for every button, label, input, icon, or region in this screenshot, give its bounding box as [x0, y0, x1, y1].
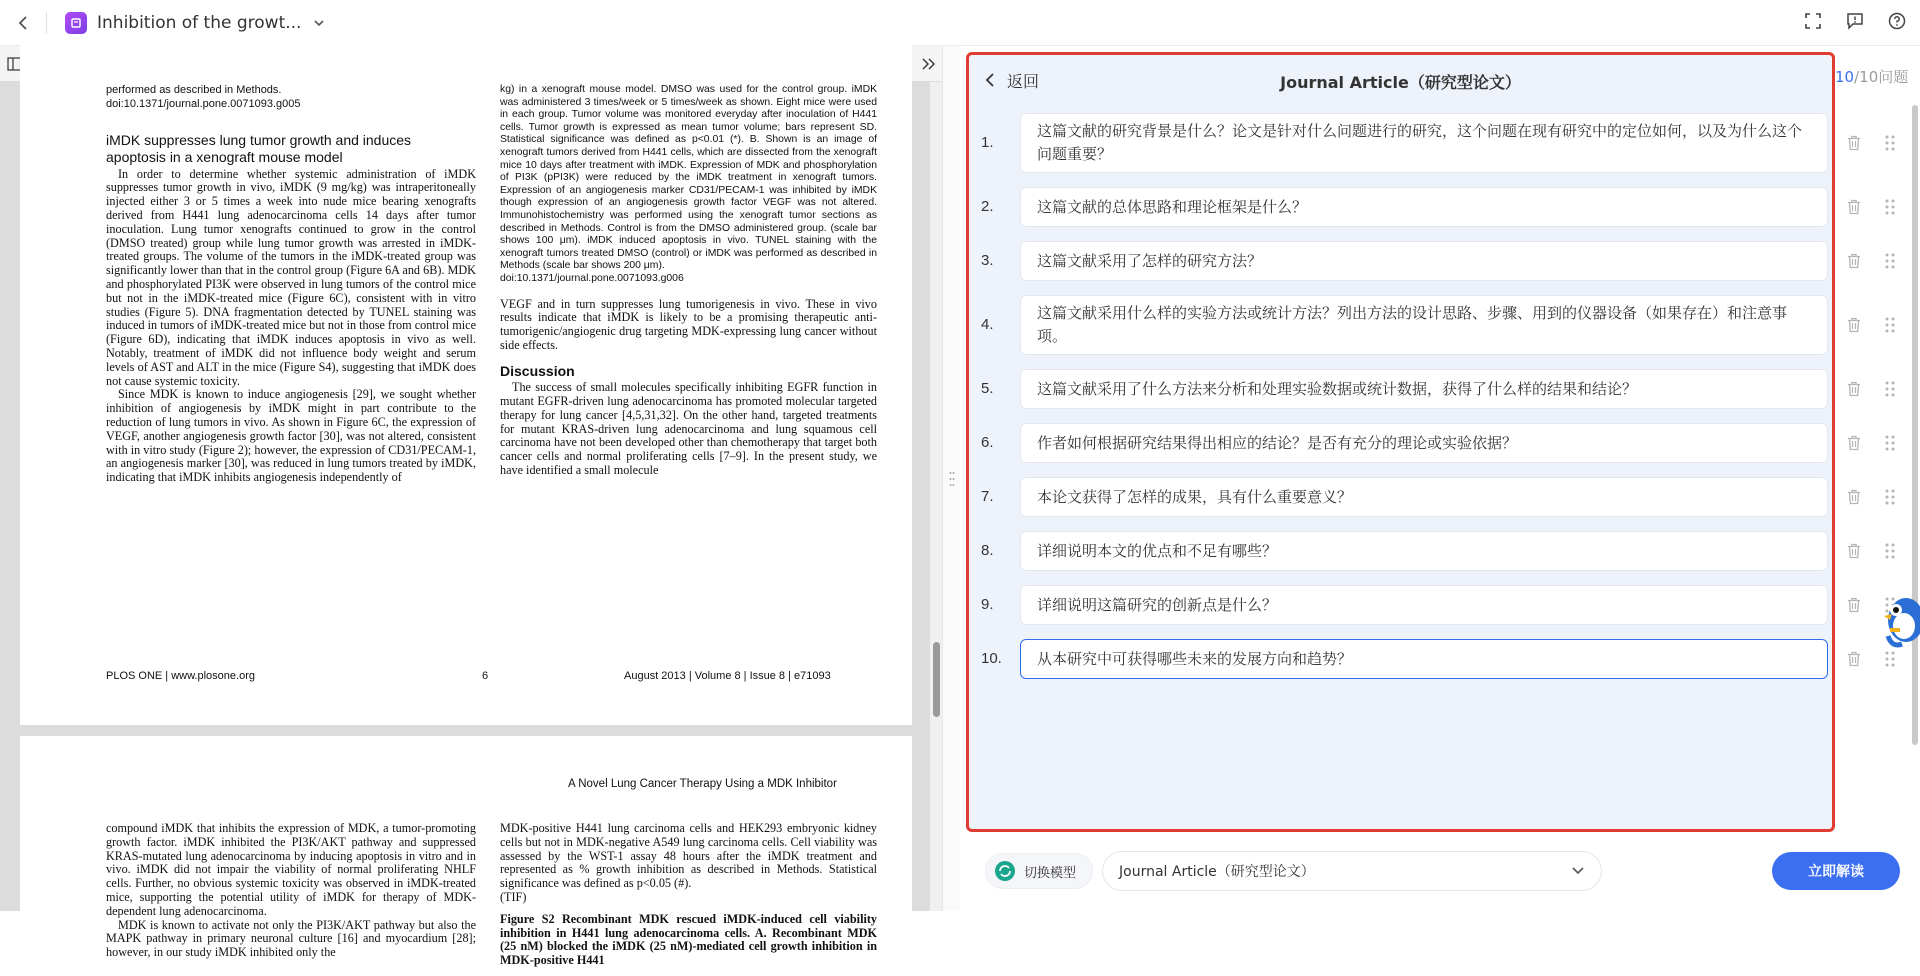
question-item — [969, 639, 1838, 679]
question-row-actions — [1845, 133, 1905, 153]
question-counter — [1835, 66, 1908, 87]
delete-icon[interactable] — [1847, 543, 1861, 563]
solve-now-button[interactable]: 立即解读 — [1772, 852, 1900, 890]
question-number: 9. — [981, 596, 994, 613]
delete-icon[interactable] — [1847, 317, 1861, 337]
page6-left-column — [106, 84, 476, 485]
document-icon — [65, 12, 87, 34]
discussion-heading: Discussion — [500, 362, 575, 379]
question-item — [969, 187, 1838, 227]
pdf-scrollbar-thumb[interactable] — [933, 642, 940, 717]
question-row-actions — [1845, 433, 1905, 453]
body-paragraph: Since MDK is known to induce angiogenesis [29], we sought whether inhibition of angiogenesis by iMDK might in part contribute to the reduction of lung tumors in vivo. As shown in Figure 6C, the expression of VEGF, another angiogenesis growth factor [30], was not altered, consistent with in vitro study (Figure 2); however, the expression of CD31/PECAM-1, an angiogenesis marker [30], was reduced in lung tumors treated by iMDK, indicating that iMDK inhibits angiogenesis independently of — [106, 387, 476, 485]
section-heading: iMDK suppresses lung tumor growth and induces — [106, 131, 412, 148]
page7-right-column — [500, 822, 877, 968]
question-number: 5. — [981, 380, 994, 397]
question-row-actions — [1845, 251, 1905, 271]
drag-handle-icon[interactable] — [1885, 198, 1895, 220]
tif-label: (TIF) — [500, 889, 527, 904]
drag-handle-icon[interactable] — [1885, 252, 1895, 274]
question-input[interactable]: 这篇文献的研究背景是什么？论文是针对什么问题进行的研究，这个问题在现有研究中的定位如何，以及为什么这个问题重要？ — [1020, 113, 1828, 173]
figure-title: Figure S2 Recombinant MDK rescued iMDK-induced cell viability inhibition in H441 lung adenocarcinoma cells. A. Recombinant MDK (25 nM) blocked the iMDK (25 nM)-mediated cell growth inhibition in MDK-positive H441 — [500, 911, 877, 968]
caption-doi: doi:10.1371/journal.pone.0071093.g005 — [106, 97, 301, 110]
panel-back-label: 返回 — [1007, 71, 1040, 91]
body-paragraph: The success of small molecules specifically inhibiting EGFR function in mutant EGFR-driven lung adenocarcinoma has promoted molecular targeted therapy for lung cancer [4,5,31,32]. On the other hand, targeted treatments for mutant KRAS-driven lung adenocarcinoma and lung squamous cell carcinoma have not been developed other than chemotherapy that target both cancer cells and normal proliferating cells [7–9]. In the present study, we have identified a small molecule — [500, 380, 877, 478]
drag-handle-icon[interactable] — [1885, 434, 1895, 456]
chevron-down-icon[interactable] — [313, 13, 325, 32]
question-counter-current: 10 — [1835, 68, 1855, 86]
question-row-actions — [1845, 379, 1905, 399]
drag-handle-icon[interactable] — [1885, 316, 1895, 338]
pdf-page-7 — [20, 736, 912, 976]
question-input[interactable]: 这篇文献采用了怎样的研究方法？ — [1020, 241, 1828, 281]
question-number: 6. — [981, 434, 994, 451]
pdf-scrollbar[interactable] — [930, 82, 942, 911]
question-input[interactable]: 详细说明这篇研究的创新点是什么？ — [1020, 585, 1828, 625]
question-number: 8. — [981, 542, 994, 559]
question-panel — [966, 52, 1835, 832]
delete-icon[interactable] — [1847, 135, 1861, 155]
back-button[interactable] — [0, 0, 46, 46]
question-input[interactable]: 这篇文献的总体思路和理论框架是什么？ — [1020, 187, 1828, 227]
body-paragraph: compound iMDK that inhibits the expression of MDK, a tumor-promoting growth factor. iMDK inhibited the PI3K/AKT pathway and suppressed KRAS-mutated lung adenocarcinoma by inducing apoptosis in vitro and in vivo. iMDK did not impair the viability of normal proliferating NHLF cells. Further, no obvious systemic toxicity was observed in iMDK-treated mice, supporting the potential utility of iMDK for therapy of MDK-dependent lung adenocarcinoma. — [106, 821, 476, 918]
question-item — [969, 295, 1838, 355]
drag-handle-icon[interactable] — [1885, 380, 1895, 402]
document-title[interactable]: Inhibition of the growt... — [97, 12, 302, 33]
page-footer-number: 6 — [482, 670, 489, 682]
question-item — [969, 531, 1838, 571]
question-row-actions — [1845, 487, 1905, 507]
question-input[interactable]: 作者如何根据研究结果得出相应的结论？是否有充分的理论或实验依据？ — [1020, 423, 1828, 463]
switch-model-button[interactable] — [985, 853, 1093, 889]
page-footer-left: PLOS ONE | www.plosone.org — [106, 670, 255, 682]
drag-handle-icon[interactable] — [1885, 488, 1895, 510]
question-number: 4. — [981, 316, 994, 333]
delete-icon[interactable] — [1847, 199, 1861, 219]
bottom-bar — [960, 840, 1920, 911]
question-item — [969, 585, 1838, 625]
question-item — [969, 241, 1838, 281]
model-switch-icon — [994, 860, 1016, 882]
question-row-actions — [1845, 197, 1905, 217]
page-footer-right: August 2013 | Volume 8 | Issue 8 | e71093 — [624, 670, 831, 682]
delete-icon[interactable] — [1847, 651, 1861, 671]
switch-model-label: 切换模型 — [1024, 865, 1077, 881]
question-row-actions — [1845, 315, 1905, 335]
fullscreen-icon[interactable] — [1804, 12, 1822, 34]
question-input[interactable]: 详细说明本文的优点和不足有哪些？ — [1020, 531, 1828, 571]
panel-title: Journal Article（研究型论文） — [1280, 73, 1521, 92]
topbar-actions — [1804, 0, 1920, 46]
question-number: 10. — [981, 650, 1002, 667]
delete-icon[interactable] — [1847, 381, 1861, 401]
question-input[interactable]: 从本研究中可获得哪些未来的发展方向和趋势？ — [1020, 639, 1828, 679]
top-bar — [0, 0, 1920, 46]
caption-line: performed as described in Methods. — [106, 84, 282, 96]
question-input[interactable]: 这篇文献采用了什么方法来分析和处理实验数据或统计数据，获得了什么样的结果和结论？ — [1020, 369, 1828, 409]
question-row-actions — [1845, 541, 1905, 561]
body-paragraph: MDK is known to activate not only the PI3K/AKT pathway but also the MAPK pathway in primary neuronal culture [16] and myocardium [28]; however, in our study iMDK inhibited only the — [106, 917, 476, 960]
question-item — [969, 477, 1838, 517]
pane-resize-handle[interactable] — [942, 46, 960, 911]
figure-doi: doi:10.1371/journal.pone.0071093.g006 — [500, 272, 684, 284]
pdf-page-6 — [20, 42, 912, 725]
question-counter-rest: /10问题 — [1854, 68, 1909, 86]
question-number: 1. — [981, 134, 994, 151]
chevron-down-icon — [1571, 866, 1585, 876]
page7-left-column — [106, 822, 476, 960]
topbar-divider — [46, 12, 47, 34]
page6-right-column — [500, 84, 877, 478]
body-paragraph: VEGF and in turn suppresses lung tumorigenesis in vivo. These in vivo results indicate that iMDK is likely to be a promising therapeutic anti-tumorigenic/angiogenic drug targeting MDK-expressing lung cancer without side effects. — [500, 296, 877, 352]
panel-header — [969, 55, 1832, 105]
figure-caption: kg) in a xenograft mouse model. DMSO was used for the control group. iMDK was administered 3 times/week or 5 times/week as shown. Eight mice were used in each group. Tumor volume was monitored everyday after inoculation of H441 cells. Tumor growth is expressed as mean tumor volume; bars represent SD. Statistical significance was defined as p<0.01 (*). B. Shown is an image of xenograft tumors derived from H441 cells, which are dissected from the xenograft mice 10 days after treatment with iMDK. Expression of MDK and phosphorylation of PI3K (pPI3K) were reduced by the iMDK treatment in xenograft tumors. Expression of an angiogenesis marker CD31/PECAM-1 was inhibited by iMDK though expression of an angiogenesis growth factor VEGF was not altered. Immunohistochemistry was performed using the xenograft tumor sections as described in Methods. Control is from the DMSO administered group. (scale bar shows 100 μm). iMDK induced apoptosis in vivo. TUNEL staining with the xenograft tumors treated DMSO (control) or iMDK was performed as described in Methods (scale bar shows 200 μm). — [500, 84, 877, 272]
feedback-icon[interactable] — [1846, 12, 1864, 34]
question-number: 7. — [981, 488, 994, 505]
question-item — [969, 369, 1838, 409]
question-input[interactable]: 本论文获得了怎样的成果，具有什么重要意义？ — [1020, 477, 1828, 517]
section-heading-cont: apoptosis in a xenograft mouse model — [106, 148, 343, 165]
question-number: 3. — [981, 252, 994, 269]
question-input[interactable]: 这篇文献采用什么样的实验方法或统计方法？列出方法的设计思路、步骤、用到的仪器设备（如果存在）和注意事项。 — [1020, 295, 1828, 355]
back-icon — [17, 15, 29, 31]
more-tools-icon[interactable] — [916, 50, 942, 78]
pdf-viewer[interactable] — [0, 82, 942, 968]
running-head: A Novel Lung Cancer Therapy Using a MDK Inhibitor — [568, 778, 837, 790]
body-paragraph: MDK-positive H441 lung carcinoma cells and HEK293 embryonic kidney cells but not in MDK-negative A549 lung carcinoma cells. Cell viability was assessed by the WST-1 assay 48 hours after the iMDK treatment and represented as % growth inhibition as described in Methods. Statistical significance was defined as p<0.05 (#). — [500, 821, 877, 891]
delete-icon[interactable] — [1847, 435, 1861, 455]
question-item — [969, 113, 1838, 173]
help-icon[interactable] — [1888, 12, 1906, 34]
model-select[interactable] — [1102, 851, 1602, 891]
question-number: 2. — [981, 198, 994, 215]
question-item — [969, 423, 1838, 463]
drag-handle-icon[interactable] — [1885, 134, 1895, 156]
delete-icon[interactable] — [1847, 597, 1861, 617]
mascot-bird-icon[interactable] — [1878, 588, 1920, 658]
model-select-value: Journal Article（研究型论文） — [1119, 864, 1315, 880]
delete-icon[interactable] — [1847, 253, 1861, 273]
delete-icon[interactable] — [1847, 489, 1861, 509]
drag-handle-icon[interactable] — [1885, 542, 1895, 564]
body-paragraph: In order to determine whether systemic administration of iMDK suppresses tumor growth in vivo, iMDK (9 mg/kg) was intraperitoneally injected either 3 or 5 times a week into nude mice bearing xenografts derived from H441 lung adenocarcinoma cells 14 days after tumor inoculation. Lung tumor xenografts continued to grow in the control (DMSO treated) group while lung tumor growth was arrested in iMDK-treated groups. The volume of the tumors in the iMDK-treated group was significantly lower than that in the control group (Figure 6A and 6B). MDK and phosphorylated PI3K were observed in lung tumors of the control mice but not in the iMDK-treated mice (Figure 6C), consistent with in vitro studies (Figure 5). DNA fragmentation detected by TUNEL staining was induced in tumors of iMDK-treated mice but not in those from control mice (Figure 6D), indicating that iMDK induces apoptosis in vivo as well. Notably, treatment of iMDK did not influence body weight and serum levels of AST and ALT in the mice (Figure S4), suggesting that iMDK does not cause systemic toxicity. — [106, 166, 476, 388]
drag-handle-icon — [949, 470, 955, 488]
